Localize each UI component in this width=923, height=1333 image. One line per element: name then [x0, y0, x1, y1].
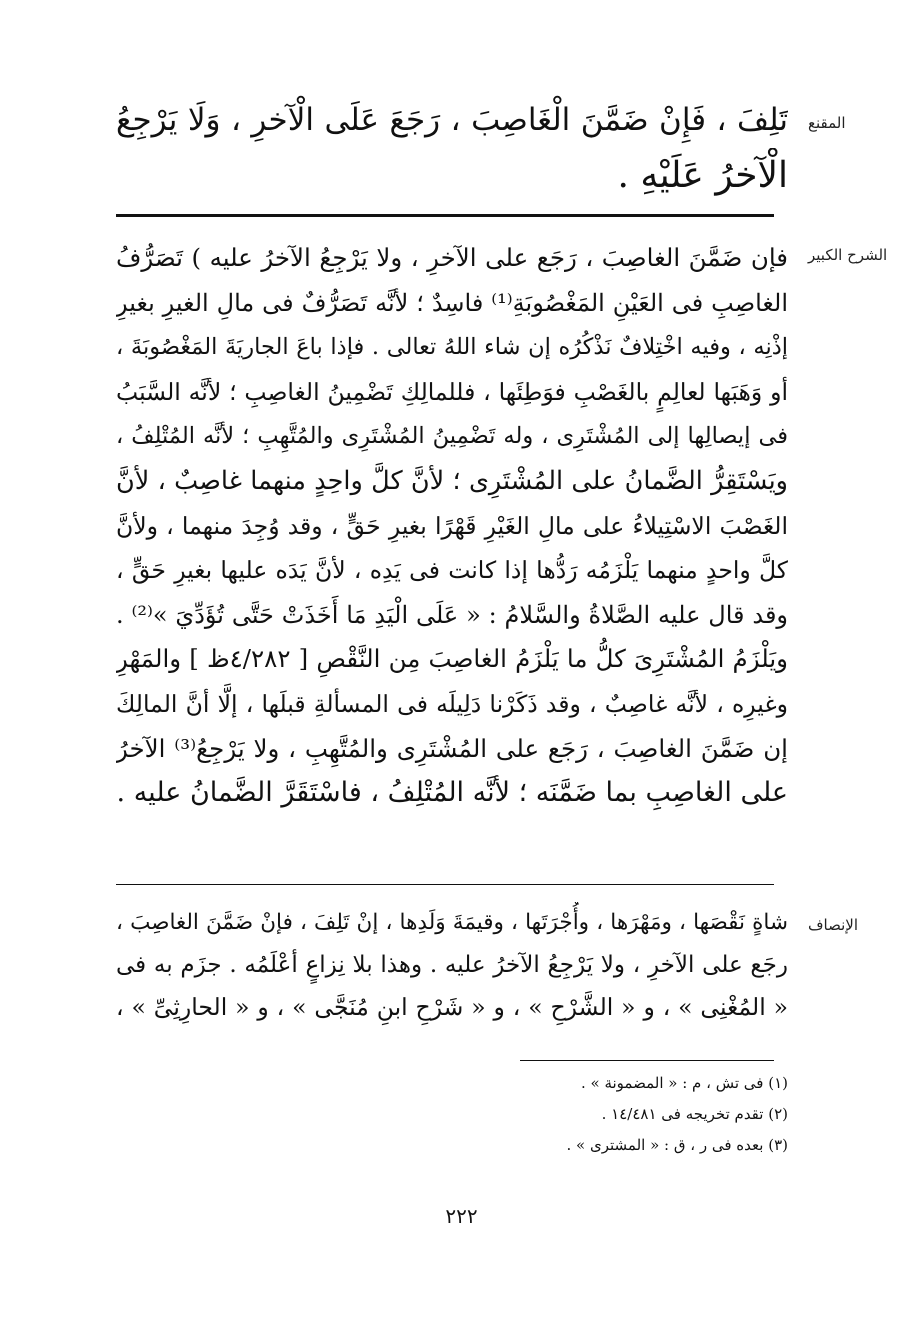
sharh-label: الشرح الكبير	[808, 246, 888, 264]
text-line: الْآخرُ عَلَيْهِ .	[617, 155, 788, 196]
text-line: أو وَهَبَها لعالِمٍ بالغَصْبِ فوَطِئَها ، فللمالِكِ تَضْمِينُ الغاصِبِ ؛ لأنَّه السَّبَبُ	[116, 377, 788, 406]
text-line: « المُغْنِى » ، و « الشَّرْحِ » ، و « شَرْحِ ابنِ مُنَجَّى » ، و « الحارِثِىِّ » ،	[116, 993, 788, 1021]
insaf-label: الإنصاف	[808, 916, 859, 934]
muqni-label: المقنع	[808, 114, 846, 132]
text-line: ويَلْزَمُ المُشْتَرِىَ كلُّ ما يَلْزَمُ الغاصِبَ مِن النَّقْصِ [ ٤/٢٨٢ظ ] والمَهْرِ	[116, 644, 788, 674]
text-line: فى إيصالِها إلى المُشْتَرِى ، وله تَضْمِينُ المُشْتَرِى والمُتَّهِبِ ؛ لأنَّه المُتْلِفُ ،	[116, 423, 788, 450]
text-line: إن ضَمَّنَ الغاصِبَ ، رَجَع على المُشْتَرِى والمُتَّهِبِ ، ولا يَرْجِعُ⁽³⁾ الآخرُ	[116, 733, 788, 763]
text-line: شاةٍ نَقْصَها ، ومَهْرَها ، وأُجْرَتَها ، وقيمَةَ وَلَدِها ، إنْ تَلِفَ ، فإنْ ضَمَّنَ الغاصِبَ ،	[116, 910, 788, 935]
text-line: كلَّ واحدٍ منهما يَلْزَمُه رَدُّها إذا كانت فى يَدِه ، لأنَّ يَدَه عليها بغيرِ حَقٍّ ،	[116, 556, 788, 585]
section-divider	[116, 214, 774, 217]
footnote: (١) فى تش ، م : « المضمونة » .	[580, 1074, 788, 1092]
footnote: (٣) بعده فى ر ، ق : « المشترى » .	[566, 1136, 788, 1154]
text-line: وقد قال عليه الصَّلاةُ والسَّلامُ : « عَلَى الْيَدِ مَا أَخَذَتْ حَتَّى تُؤَدِّيَ »⁽²⁾ .	[116, 600, 788, 629]
text-line: على الغاصِبِ بما ضَمَّنَه ؛ لأنَّه المُتْلِفُ ، فاسْتَقَرَّ الضَّمانُ عليه .	[116, 777, 788, 809]
section-divider	[116, 884, 774, 885]
footnotes	[340, 1068, 788, 1161]
footnote: (٢) تقدم تخريجه فى ١٤/٤٨١ .	[601, 1105, 788, 1123]
page-number: ٢٢٢	[445, 1204, 478, 1228]
footnote-divider	[520, 1060, 774, 1061]
text-line: وغيرِه ، لأنَّه غاصِبٌ ، وقد ذَكَرْنا دَلِيلَه فى المسألةِ قبلَها ، إلَّا أنَّ المالِكَ	[116, 689, 788, 718]
text-line: الغَصْبَ الاسْتِيلاءُ على مالِ الغَيْرِ قَهْرًا بغيرِ حَقٍّ ، وقد وُجِدَ منهما ، ولأنَّ	[116, 511, 788, 540]
muqni-text	[116, 92, 788, 204]
text-line: ويَسْتَقِرُّ الضَّمانُ على المُشْتَرِى ؛ لأنَّ كلَّ واحِدٍ منهما غاصِبٌ ، لأنَّ	[116, 465, 788, 496]
sharh-text	[116, 236, 788, 816]
text-line: إذْنِه ، وفيه اخْتِلافٌ نَذْكُرُه إن شاء اللهُ تعالى . فإذا باعَ الجاريَةَ المَغْصُوبَةَ ،	[116, 334, 788, 361]
text-line: فإن ضَمَّنَ الغاصِبَ ، رَجَع على الآخرِ ، ولا يَرْجِعُ الآخرُ عليه ) تَصَرُّفُ	[116, 243, 788, 272]
insaf-text	[116, 902, 788, 1028]
text-line: تَلِفَ ، فَإِنْ ضَمَّنَ الْغَاصِبَ ، رَجَعَ عَلَى الْآخرِ ، وَلَا يَرْجِعُ	[116, 102, 788, 138]
text-line: الغاصِبِ فى العَيْنِ المَغْصُوبَةِ⁽¹⁾ فاسِدٌ ؛ لأنَّه تَصَرُّفٌ فى مالِ الغيرِ بغيرِ	[116, 288, 788, 317]
text-line: رجَع على الآخرِ ، ولا يَرْجِعُ الآخرُ عليه . وهذا بلا نِزاعٍ أعْلَمُه . جزَم به فى	[116, 952, 788, 978]
